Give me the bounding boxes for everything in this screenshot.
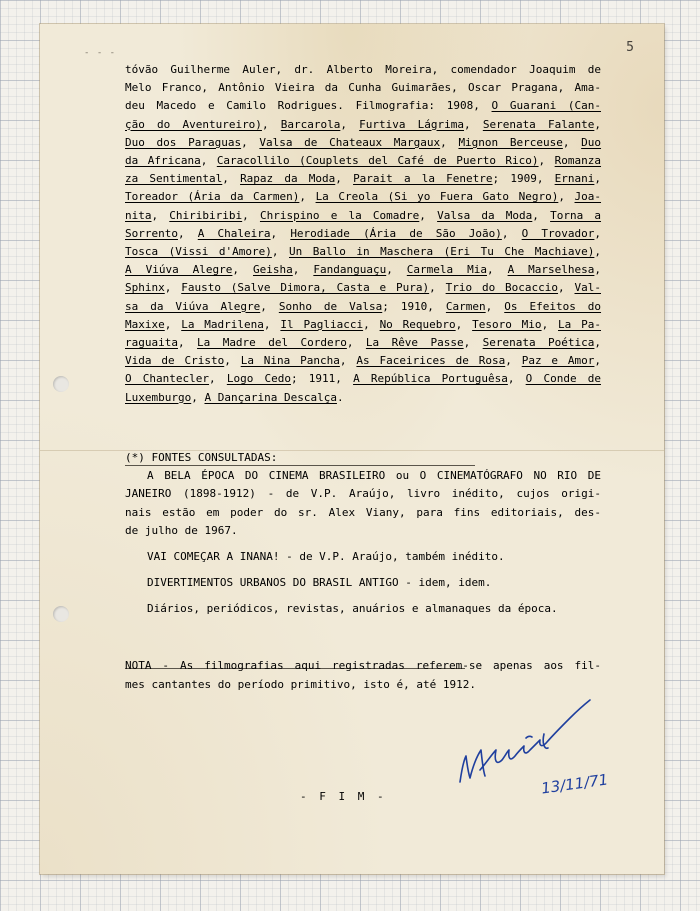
text-segment: ,: [558, 281, 575, 295]
source-line: A BELA ÉPOCA DO CINEMA BRASILEIRO ou O CINEMATÓGRAFO NO RIO DE: [147, 469, 601, 483]
sources-heading: (*) FONTES CONSULTADAS:: [125, 451, 278, 464]
filmography-line: [125, 279, 601, 297]
text-segment: ,: [346, 336, 366, 350]
text-segment: ,: [242, 208, 260, 222]
filmography-line: [125, 389, 601, 407]
film-title: La Pa-: [558, 317, 601, 331]
film-title: Caracollilo (Couplets del Café de Puerto Rico): [216, 154, 539, 168]
film-title: Parait a la Fenetre: [353, 172, 493, 186]
text-segment: ,: [455, 317, 473, 331]
film-title: Luxemburgo: [125, 390, 192, 404]
film-title: Vida de Cristo: [125, 354, 225, 368]
text-segment: ,: [594, 245, 601, 259]
film-title: A Chaleira: [197, 226, 271, 240]
film-title: A Dançarina Descalça: [204, 390, 337, 404]
text-segment: ,: [538, 154, 555, 168]
text-segment: ,: [464, 117, 483, 131]
text-segment: deu Macedo e Camilo Rodrigues. Filmografia: 1908,: [125, 99, 492, 113]
film-title: Carmen: [445, 299, 486, 313]
film-title: za Sentimental: [125, 172, 223, 186]
text-segment: ,: [463, 336, 483, 350]
nota-line: NOTA - As filmografias aqui registradas referem-se apenas aos fil-: [125, 659, 601, 672]
film-title: sa da Viúva Alegre: [125, 299, 261, 313]
film-title: La Creola (Si yo Fuera Gato Negro): [315, 190, 559, 204]
text-segment: ,: [562, 135, 582, 149]
film-title: Val-: [574, 281, 601, 295]
film-title: Sorrento: [125, 226, 178, 240]
text-segment: ,: [335, 172, 354, 186]
text-segment: ,: [191, 390, 205, 404]
source-entry-1: [125, 467, 601, 540]
filmography-line: [125, 334, 601, 352]
film-title: Romanza: [554, 154, 602, 168]
film-title: Toreador (Ária da Carmen): [125, 190, 300, 204]
film-title: No Requebro: [379, 317, 456, 331]
film-title: La Madrilena: [181, 317, 264, 331]
filmography-line: [125, 352, 601, 370]
film-title: Sphinx: [125, 281, 165, 295]
film-title: Serenata Falante: [482, 117, 595, 131]
filmography-line: [125, 370, 601, 388]
filmography-line: [125, 261, 601, 279]
film-title: O Chantecler: [125, 372, 210, 386]
text-segment: ,: [339, 354, 357, 368]
text-segment: ,: [594, 336, 602, 350]
text-segment: ,: [261, 117, 281, 131]
film-title: nita: [125, 208, 152, 222]
film-title: Chiribiribi: [169, 208, 243, 222]
film-title: Serenata Poética: [482, 336, 595, 350]
text-segment: ,: [419, 208, 438, 222]
filmography-line: [125, 225, 601, 243]
film-title: Logo Cedo: [226, 372, 291, 386]
film-title: Il Pagliacci: [280, 317, 364, 331]
film-title: Fausto (Salve Dimora, Casta e Pura): [181, 281, 430, 295]
text-segment: ,: [177, 226, 198, 240]
text-segment: ,: [209, 372, 227, 386]
filmography-line: [125, 134, 601, 152]
film-title: Paz e Amor: [521, 354, 595, 368]
text-segment: .: [336, 390, 344, 404]
film-title: A Marselhesa: [507, 263, 595, 277]
film-title: Valsa de Chateaux Margaux: [259, 135, 441, 149]
film-title: Herodiade (Ária de São João): [290, 226, 502, 240]
text-segment: ,: [429, 281, 446, 295]
filmography-line: [125, 207, 601, 225]
text-segment: ,: [164, 281, 182, 295]
film-title: Rapaz da Moda: [240, 172, 336, 186]
film-title: Trio do Bocaccio: [445, 281, 559, 295]
film-title: La Rêve Passe: [365, 336, 464, 350]
film-title: La Nina Pancha: [240, 354, 340, 368]
corner-marks: - - -: [84, 48, 117, 58]
filmography-line: [125, 316, 601, 334]
text-segment: ; 1911,: [290, 372, 354, 386]
source-line: de julho de 1967.: [125, 523, 238, 537]
film-title: Joa-: [574, 190, 602, 204]
source-entry-2: VAI COMEÇAR A INANA! - de V.P. Araújo, também inédito.: [147, 550, 505, 564]
text-segment: ,: [485, 299, 505, 313]
film-title: Mignon Berceuse: [458, 135, 563, 149]
text-segment: ,: [541, 317, 559, 331]
filmography-line: [125, 298, 601, 316]
text-segment: ,: [594, 117, 601, 131]
text-segment: ,: [292, 263, 314, 277]
text-segment: ,: [232, 263, 253, 277]
nota-section: [125, 657, 601, 694]
text-segment: ,: [241, 135, 260, 149]
film-title: A República Portuguêsa: [353, 372, 508, 386]
filmography-paragraph: [125, 61, 601, 407]
filmography-line: [125, 116, 601, 134]
film-title: A Viúva Alegre: [125, 263, 233, 277]
text-segment: ,: [386, 263, 407, 277]
filmography-line: [125, 79, 601, 97]
film-title: La Madre del Cordero: [197, 336, 347, 350]
film-title: Valsa da Moda: [437, 208, 533, 222]
signature-date: 13/11/71: [540, 770, 610, 798]
text-segment: Melo Franco, Antônio Vieira da Cunha Guimarães, Oscar Pragana, Ama-: [125, 81, 601, 95]
text-segment: ,: [222, 172, 241, 186]
source-entry-3: DIVERTIMENTOS URBANOS DO BRASIL ANTIGO - idem, idem.: [147, 576, 492, 590]
nota-line: mes cantantes do período primitivo, isto é, até 1912.: [125, 677, 476, 691]
text-segment: ,: [363, 317, 380, 331]
text-segment: ,: [594, 263, 602, 277]
text-segment: ,: [558, 190, 575, 204]
film-title: Geisha: [253, 263, 293, 277]
filmography-line: [125, 97, 601, 115]
filmography-line: [125, 188, 601, 206]
film-title: da Africana: [125, 154, 201, 168]
text-segment: ,: [224, 354, 241, 368]
filmography-line: [125, 152, 601, 170]
text-segment: ,: [270, 226, 291, 240]
filmography-line: [125, 243, 601, 261]
film-title: Chrispino e la Comadre: [259, 208, 420, 222]
film-title: raguaita: [125, 336, 178, 350]
film-title: Furtiva Lágrima: [359, 117, 465, 131]
film-title: Duo: [581, 135, 602, 149]
film-title: Un Ballo in Maschera (Eri Tu Che Machiave): [289, 245, 595, 259]
text-segment: ,: [177, 336, 198, 350]
text-segment: ,: [440, 135, 459, 149]
text-segment: ,: [271, 245, 289, 259]
filmography-line: [125, 170, 601, 188]
page-number: 5: [626, 40, 634, 55]
text-segment: ; 1909,: [492, 172, 555, 186]
film-title: O Trovador: [521, 226, 595, 240]
text-segment: ,: [151, 208, 170, 222]
sources-section: [125, 449, 601, 619]
film-title: ção do Aventureiro): [125, 117, 262, 131]
film-title: Sonho de Valsa: [278, 299, 383, 313]
text-segment: ,: [594, 226, 602, 240]
text-segment: ,: [263, 317, 281, 331]
film-title: As Faceirices de Rosa: [356, 354, 506, 368]
fim-marker: - F I M -: [300, 790, 387, 803]
film-title: O Guarani (Can-: [491, 99, 601, 113]
punch-hole: [53, 606, 69, 622]
source-line: nais estão em poder do sr. Alex Viany, para fins editoriais, des-: [125, 505, 601, 519]
text-segment: ,: [164, 317, 182, 331]
source-line: JANEIRO (1898-1912) - de V.P. Araújo, livro inédito, cujos origi-: [125, 487, 601, 501]
text-segment: ,: [507, 372, 526, 386]
film-title: Torna a: [550, 208, 602, 222]
text-segment: ,: [501, 226, 522, 240]
text-segment: ,: [532, 208, 551, 222]
text-segment: ,: [260, 299, 279, 313]
film-title: Duo dos Paraguas: [125, 135, 242, 149]
text-segment: ,: [594, 354, 602, 368]
film-title: O Conde de: [525, 372, 601, 386]
film-title: Barcarola: [280, 117, 341, 131]
text-segment: ,: [340, 117, 360, 131]
text-segment: ,: [594, 172, 601, 186]
source-entry-4: Diários, periódicos, revistas, anuários e almanaques da época.: [147, 602, 558, 616]
text-segment: ; 1910,: [382, 299, 446, 313]
punch-hole: [53, 376, 69, 392]
film-title: Os Efeitos do: [504, 299, 602, 313]
text-segment: tóvão Guilherme Auler, dr. Alberto Moreira, comendador Joaquim de: [125, 63, 601, 76]
text-segment: ,: [299, 190, 316, 204]
film-title: Maxixe: [125, 317, 165, 331]
filmography-line: [125, 61, 601, 79]
text-segment: ,: [505, 354, 522, 368]
text-segment: ,: [200, 154, 217, 168]
film-title: Tosca (Vissi d'Amore): [125, 245, 272, 259]
film-title: Ernani: [554, 172, 595, 186]
film-title: Carmela Mia: [406, 263, 487, 277]
film-title: Tesoro Mio: [472, 317, 542, 331]
text-segment: ,: [486, 263, 508, 277]
film-title: Fandanguaçu: [313, 263, 387, 277]
